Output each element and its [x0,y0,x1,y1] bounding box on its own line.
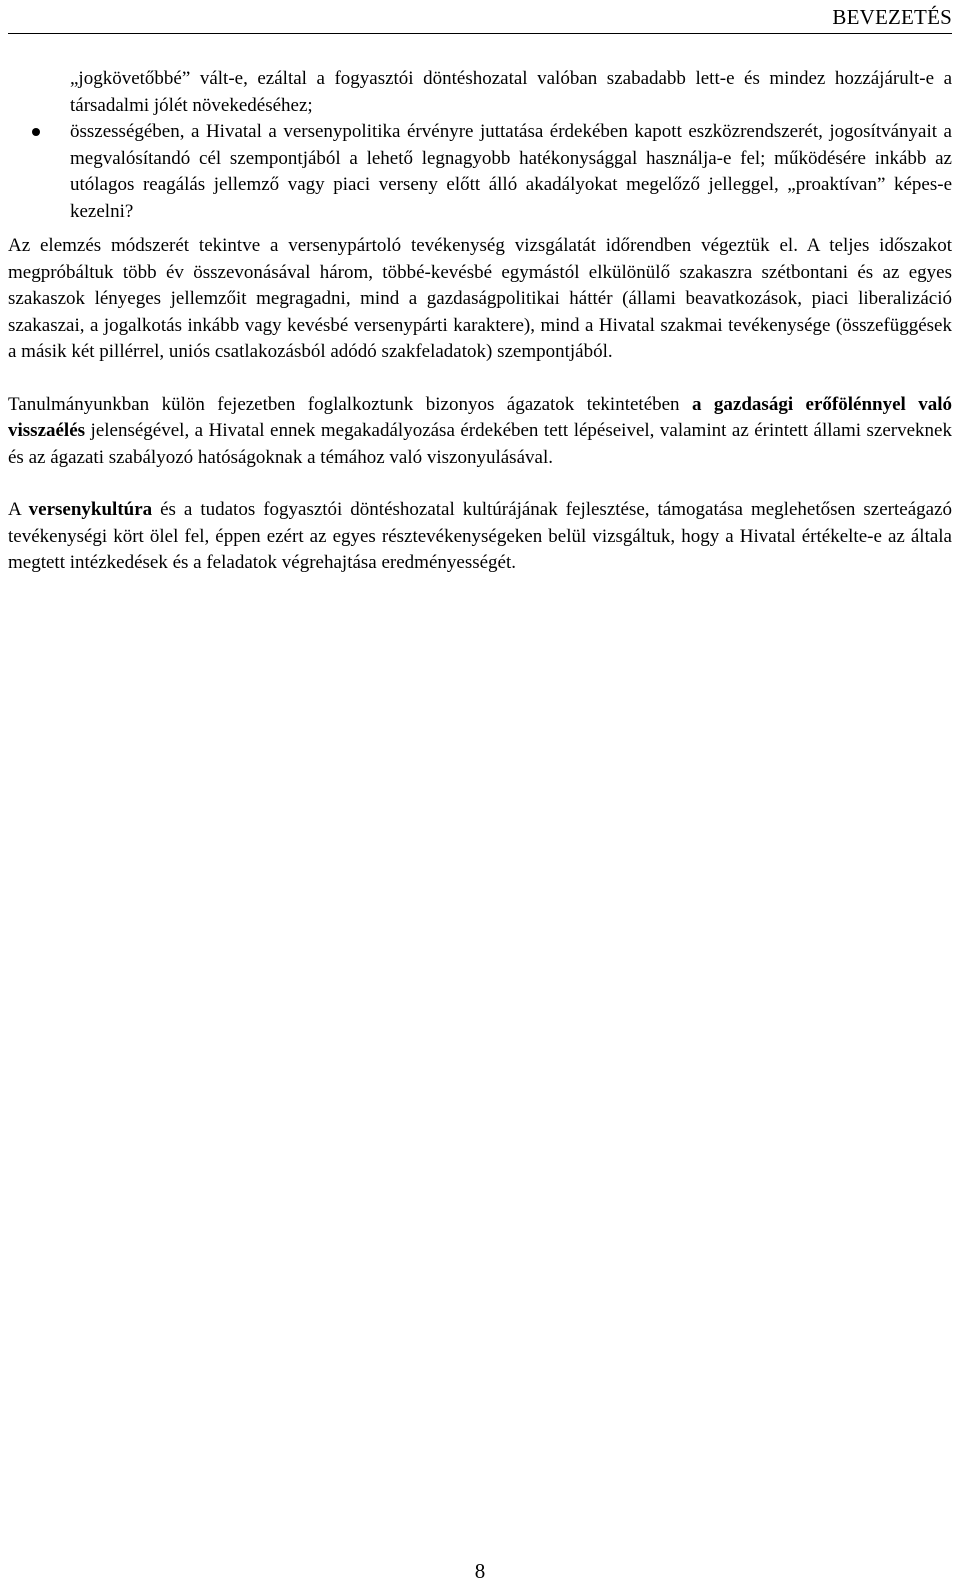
header-title: BEVEZETÉS [832,5,952,29]
paragraph-text-end: jelenségével, a Hivatal ennek megakadályozása érdekében tett lépéseivel, valamint az érintett állami szerveknek és az ágazati szabályozó hatóságoknak a témához való viszonyulásával. [8,420,952,468]
paragraph-emphasis: a gazdasági erőfölénnyel való visszaélés [8,393,953,441]
list-item-continuation [8,66,952,119]
paragraph-emphasis: versenykultúra [28,499,153,520]
paragraph-text-start: Tanulmányunkban külön fejezetben foglalkoztunk bizonyos ágazatok tekintetében [8,393,692,415]
page-number: 8 [474,1559,486,1583]
page-footer [0,1558,960,1584]
list-item-text: összességében, a Hivatal a versenypolitika érvényre juttatása érdekében kapott eszközrendszerét, jogosítványait a megvalósítandó cél szempontjából a lehető legnagyobb hatékonysággal használja-e fel; működésére inkább az utólagos reagálás jellemző vagy piaci verseny előtt álló akadályokat megelőző jelleggel, „proaktívan” képes-e kezelni? [70,121,952,222]
page-header [0,0,960,40]
paragraph-text: Az elemzés módszerét tekintve a versenypártoló tevékenység vizsgálatát időrendben végeztük el. A teljes időszakot megpróbáltuk több év összevonásával három, többé-kevésbé egymástól elkülönülő szakaszra szétbontani és az egyes szakaszok lényeges jellemzőit megragadni, mind a gazdaságpolitikai háttér (állami beavatkozások, piaci liberalizáció szakaszai, a jogalkotás inkább vagy kevésbé versenypárti karaktere), mind a Hivatal szakmai tevékenysége (összefüggések a másik két pillérrel, uniós csatlakozásból adódó szakfeladatok) szempontjából. [8,235,952,362]
bullet-icon [32,128,40,136]
list-item [8,119,952,225]
paragraph-competition-culture [8,497,952,577]
list-item-text: „jogkövetőbbé” vált-e, ezáltal a fogyasztói döntéshozatal valóban szabadabb lett-e és mindez hozzájárult-e a társadalmi jólét növekedéséhez; [70,68,952,116]
paragraph-text-start: A [8,499,29,520]
page-content [8,66,952,577]
paragraph-methodology [8,233,952,366]
paragraph-dominance [8,392,952,472]
header-rule [8,33,952,34]
paragraph-text-end: és a tudatos fogyasztói döntéshozatal kultúrájának fejlesztése, támogatása meglehetősen szerteágazó tevékenységi kört ölel fel, éppen ezért az egyes résztevékenységeken belül vizsgáltuk, hogy a Hivatal értékelte-e az általa megtett intézkedések és a feladatok végrehajtása eredményességét. [8,499,952,573]
